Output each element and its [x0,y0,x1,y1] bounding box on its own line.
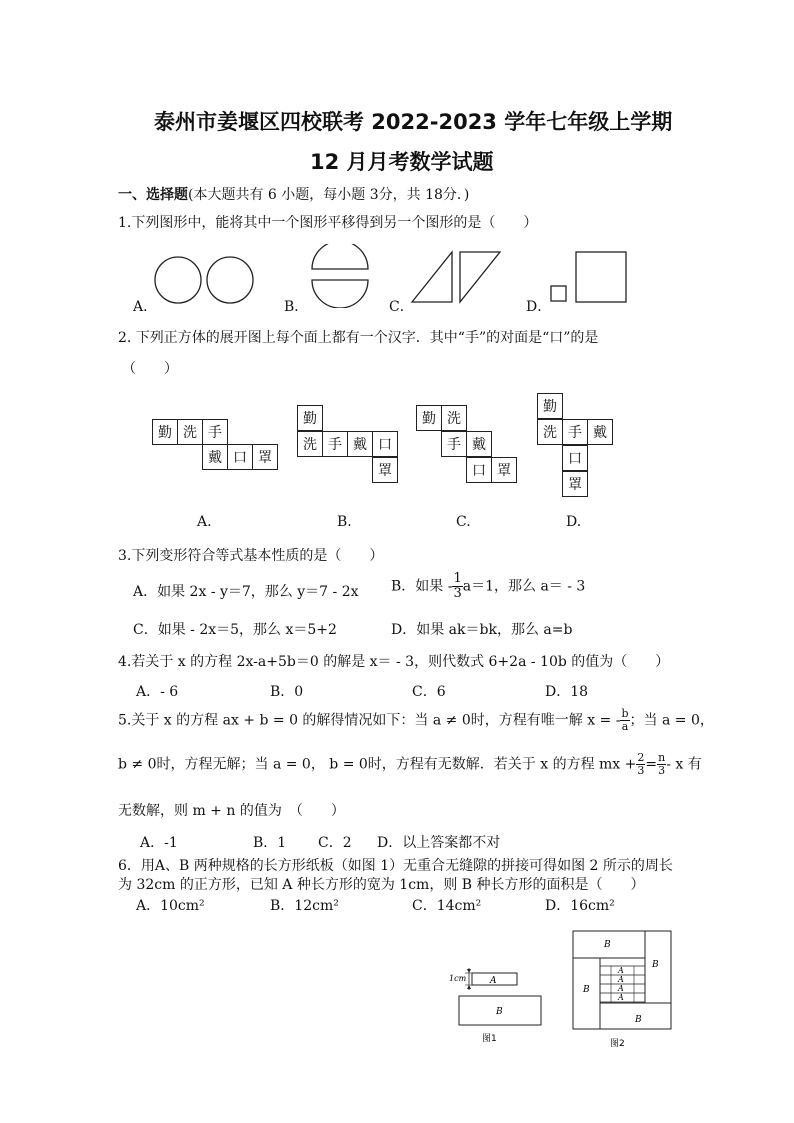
net-cell: 手 [322,431,348,457]
q5-option-d: D．以上答案都不对 [377,835,501,851]
q3-option-a: A．如果 2x - y＝7，那么 y＝7 - 2x [133,584,359,600]
fraction-denominator: 3 [453,586,462,601]
q3-option-c: C．如果 - 2x＝5，那么 x＝5+2 [133,622,337,638]
q6-option-d: D．16cm² [545,898,615,914]
q5-option-b: B．1 [253,835,287,851]
fig2-label-a: A [618,984,624,993]
fig2-label-a: A [618,966,624,975]
fig1-dim-label: 1cm [449,974,467,983]
section-heading [118,184,469,204]
q5-line-2-suffix: - x 有 [666,756,702,773]
q5-option-c: C．2 [318,835,352,851]
net-cell: 口 [227,444,253,470]
section-title: 一、选择题 [118,187,188,203]
net-cell: 罩 [562,471,588,497]
q5-line-1-suffix: ；当 a = 0， [629,712,714,729]
net-cell: 戴 [347,431,373,457]
q1-label-d: D． [526,299,552,315]
fig2-label-b-right: B [652,960,659,970]
fig1-label-b: B [496,1007,503,1017]
fig2-label-a: A [618,975,624,984]
figure-1 [446,964,546,1054]
q4-option-c: C．6 [412,684,446,700]
q6-option-b: B．12cm² [270,898,339,914]
figure-2 [570,928,676,1056]
q4-option-a: A．- 6 [136,684,179,700]
fraction-denominator: 3 [637,764,645,777]
q6-line-1: 6．用A、B 两种规格的长方形纸板（如图 1）无重合无缝隙的拼接可得如图 2 所示的周长 [118,858,673,874]
q2-net-a [152,419,282,471]
net-cell: 罩 [252,444,278,470]
net-cell: 勤 [537,393,563,419]
q6-option-c: C．14cm² [412,898,482,914]
q3-option-b [391,572,585,601]
q5-line-1 [118,708,714,733]
net-cell: 勤 [152,419,178,445]
q1-stem: 1.下列图形中，能将其中一个图形平移得到另一个图形的是（ ） [118,215,538,231]
net-cell: 洗 [297,431,323,457]
net-cell: 洗 [537,419,563,445]
net-cell: 洗 [177,419,203,445]
q3-option-b-fraction [452,572,462,601]
q3-option-d: D．如果 ak＝bk，那么 a=b [391,622,573,638]
fig2-label-b-bottom: B [635,1015,642,1025]
net-cell: 手 [441,431,467,457]
q2-net-d [537,393,617,497]
q3-stem: 3.下列变形符合等式基本性质的是（ ） [118,548,384,564]
title-line-2: 12 月月考数学试题 [310,150,494,174]
q2-label-b: B. [337,514,352,530]
q1-label-b: B． [284,299,309,315]
q5-line-2 [118,752,702,777]
q4-stem: 4.若关于 x 的方程 2x-a+5b＝0 的解是 x＝ - 3，则代数式 6+2a - 10b 的值为（ ） [118,654,670,670]
fraction-denominator: 3 [658,764,666,777]
q2-paren: （ ） [122,361,178,377]
fig1-caption: 图1 [482,1034,497,1044]
fig2-label-b-top: B [604,940,611,950]
fraction-numerator: b [621,707,629,720]
fig2-caption: 图2 [610,1039,625,1049]
q5-line-3: 无数解，则 m + n 的值为 （ ） [118,803,345,819]
fraction-denominator: a [621,720,629,733]
q2-label-d: D. [566,514,582,530]
fraction-numerator: n [658,751,666,764]
q5-line-1-prefix: 5.关于 x 的方程 ax + b = 0 的解得情况如下：当 a ≠ 0时，方程有唯一解 x = - [118,712,621,729]
q1-figure-c-triangles [408,248,504,308]
net-cell: 戴 [587,419,613,445]
q4-option-d: D．18 [545,684,589,700]
fraction-numerator: 1 [453,571,462,586]
net-cell: 勤 [416,405,442,431]
fig1-label-a: A [490,976,497,986]
net-cell: 口 [372,431,398,457]
net-cell: 手 [202,419,228,445]
q6-option-a: A．10cm² [136,898,205,914]
q1-figure-b-split-circle [300,244,380,308]
q1-label-c: C． [389,299,414,315]
title-line-1: 泰州市姜堰区四校联考 2022-2023 学年七年级上学期 [154,110,673,134]
q2-net-b [297,405,403,483]
fig2-label-a: A [618,993,624,1002]
q5-line-2-prefix: b ≠ 0时，方程无解；当 a = 0， b = 0时，方程有无数解．若关于 x 的方程 mx + [118,756,637,773]
q1-label-a: A． [133,299,158,315]
q3-option-b-prefix: B．如果 - [391,578,453,595]
q2-stem: 2. 下列正方体的展开图上每个面上都有一个汉字．其中“手”的对面是“口”的是 [118,330,599,346]
q2-label-c: C. [456,514,471,530]
net-cell: 罩 [372,457,398,483]
q2-net-c [416,405,522,483]
net-cell: 勤 [297,405,323,431]
q5-fraction-n-over-3 [657,752,666,777]
net-cell: 戴 [202,444,228,470]
q5-fraction-b-over-a [620,708,629,733]
fig2-label-b-left: B [583,985,590,995]
q2-label-a: A. [197,514,212,530]
fraction-numerator: 2 [637,751,645,764]
section-note: (本大题共有 6 小题，每小题 3分，共 18分．) [188,187,470,203]
net-cell: 罩 [491,457,517,483]
net-cell: 手 [562,419,588,445]
q6-line-2: 为 32cm 的正方形，已知 A 种长方形的宽为 1cm，则 B 种长方形的面积是（ ） [118,877,645,893]
q3-option-b-suffix: a＝1，那么 a＝ - 3 [462,578,586,595]
net-cell: 口 [466,457,492,483]
net-cell: 戴 [466,431,492,457]
q4-option-b: B．0 [270,684,304,700]
net-cell: 口 [562,445,588,471]
q1-figure-d-squares [548,250,630,306]
q1-figure-a-two-circles [150,250,254,306]
net-cell: 洗 [441,405,467,431]
q5-option-a: A．-1 [140,835,178,851]
q5-line-2-equals: = [645,756,658,773]
